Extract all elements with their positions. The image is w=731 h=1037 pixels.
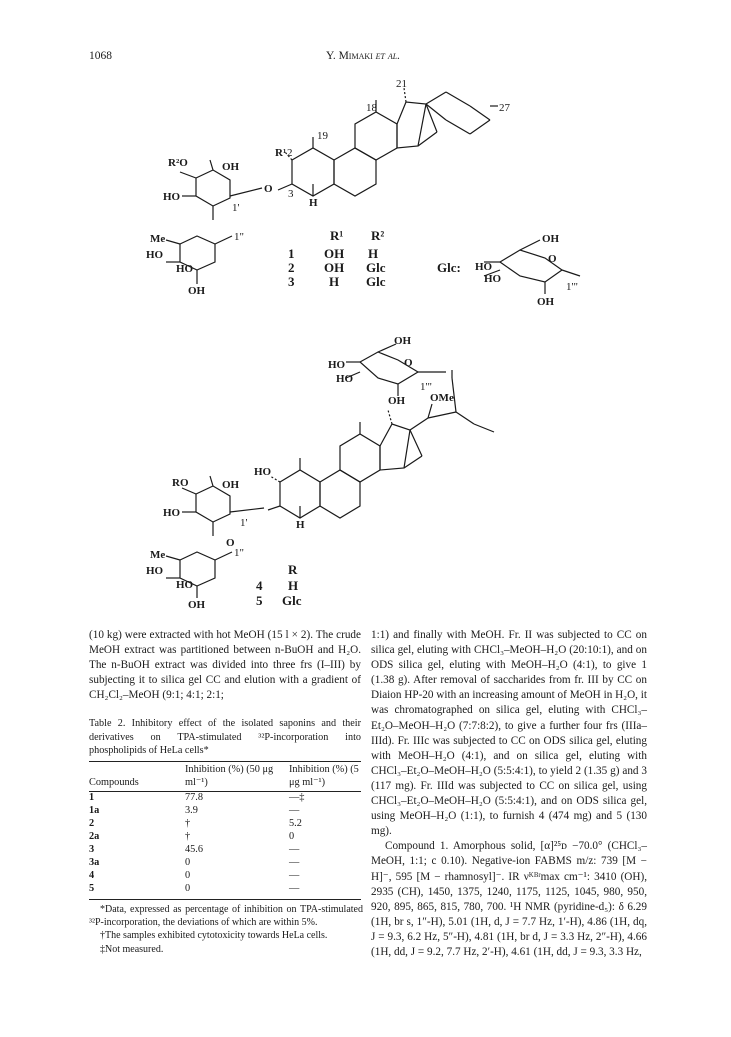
table-cell: 1 [89, 792, 95, 804]
table-cell: 4 [89, 870, 95, 882]
table-cell: 5.2 [289, 818, 302, 830]
table-footnotes [89, 903, 363, 956]
group-label: R [288, 562, 298, 577]
table-cell: † [185, 831, 191, 843]
table-row [89, 805, 361, 818]
atom-label: OH [222, 161, 240, 173]
compound-r1: H [329, 274, 340, 289]
page-number: 1068 [89, 50, 112, 62]
body-paragraph: Compound 1. Amorphous solid, [α]²⁵ᴅ −70.0° (CHCl₃–MeOH, 1:1; c 0.10). Negative-ion FABMS m/z: 739 [M − H]⁻, 595 [M − rhamnosyl]⁻. IR νᴷᴮʳmax cm⁻¹: 3410 (OH), 2935 (CH), 1450, 1375, 1240, 1175, 1125, 1045, 980, 950, 920, 895, 865, 815, 780, 700. ¹H NMR (pyridine-d₅): δ 6.29 (1H, br s, 1″-H), 5.01 (1H, d, J = 7.7 Hz, 1′-H), 4.86 (1H, dq, J = 9.3, 6.2 Hz, 5″-H), 4.81 (1H, br d, J = 3.3 Hz, 2″-H), 4.66 (1H, dd, J = 9.2, 7.7 Hz, 2′-H), 4.61 (1H, dd, J = 9.3, 3.3 Hz, [371, 840, 647, 958]
compound-r1: OH [324, 246, 345, 261]
atom-label: OH [388, 395, 406, 407]
atom-label: 21 [396, 78, 407, 90]
compound-number: 4 [256, 578, 263, 593]
table-cell: † [185, 818, 191, 830]
atom-label: 1" [234, 231, 244, 243]
atom-label: HO [163, 191, 181, 203]
atom-label: OMe [430, 392, 454, 404]
column-header: Inhibition (%) (5 μg ml⁻¹) [289, 764, 359, 788]
table-cell: 0 [185, 870, 191, 882]
compound-r2: Glc [366, 274, 386, 289]
table-cell: 0 [181, 883, 289, 900]
atom-label: O [226, 537, 235, 549]
table-row [89, 831, 361, 844]
steroid-skeleton-bottom [268, 370, 494, 518]
footnote: †The samples exhibited cytotoxicity towards HeLa cells. [100, 930, 328, 942]
atom-label: RO [172, 477, 189, 489]
compound-number: 3 [288, 274, 295, 289]
table-row [89, 870, 361, 883]
atom-label: HO [163, 507, 181, 519]
table-cell: — [289, 805, 300, 817]
table-cell: 45.6 [185, 844, 204, 856]
table-cell: 1a [89, 805, 100, 817]
atom-label: OH [188, 599, 206, 611]
table-cell: 2 [89, 818, 95, 830]
table-cell: 0 [185, 857, 191, 869]
table-cell: — [289, 883, 361, 900]
atom-label: H [309, 197, 318, 209]
table-cell: — [289, 870, 300, 882]
atom-label: OH [394, 335, 412, 347]
compound-number: 1 [288, 246, 295, 261]
table-row [89, 844, 361, 857]
body-column-right [371, 628, 647, 960]
structure-labels-top [146, 78, 578, 308]
atom-label: OH [222, 479, 240, 491]
group-label: R² [371, 228, 385, 243]
group-label: R¹ [275, 147, 287, 159]
atom-label: 18 [366, 102, 377, 114]
atom-label: HO [176, 263, 194, 275]
table-cell: —‡ [289, 792, 305, 804]
table-row [89, 792, 361, 806]
table-caption: Table 2. Inhibitory effect of the isolated saponins and their derivatives on TPA-stimulated ³²P-incorporation into phospholipids of HeLa cells* [89, 718, 361, 757]
compound-r: Glc [282, 593, 302, 608]
footnote: *Data, expressed as percentage of inhibition on TPA-stimulated ³²P-incorporation, the deviations of which are within 5%. [89, 904, 363, 929]
table-cell: — [289, 844, 300, 856]
atom-label: 1'" [420, 381, 432, 393]
atom-label: HO [254, 466, 272, 478]
compound-r1: OH [324, 260, 345, 275]
running-header-et-al: et al. [375, 50, 401, 62]
atom-label: HO [176, 579, 194, 591]
atom-label: OH [537, 296, 555, 308]
atom-label: Me [150, 233, 166, 245]
atom-label: 1" [234, 547, 244, 559]
compound-r2: H [368, 246, 379, 261]
atom-label: HO [336, 373, 354, 385]
atom-label: OH [188, 285, 206, 297]
atom-label: H [296, 519, 305, 531]
atom-label: OH [542, 233, 560, 245]
table-header-row [89, 762, 361, 792]
compound-r: H [288, 578, 299, 593]
table-cell: 0 [289, 831, 295, 843]
inhibition-table [89, 761, 361, 900]
atom-label: 1' [232, 202, 240, 214]
atom-label: O [264, 183, 273, 195]
steroid-skeleton-top [278, 88, 498, 196]
body-paragraph: 1:1) and finally with MeOH. Fr. II was subjected to CC on silica gel, eluting with CHCl₃–MeOH–H₂O (20:10:1), and on ODS silica gel, eluting with MeOH–H₂O (4:1), to give 1 (1.38 g). After removal of saccharides from fr. III by CC on Diaion HP-20 with an increasing amount of MeOH in H₂O, it was chromatographed on silica gel, eluting with CHCl₃–Et₂O–MeOH–H₂O (7:7:8:2), to give a further four frs (IIIa–IIId). Fr. IIIc was subjected to CC on ODS silica gel, eluting with MeOH–H₂O (4:1), and on silica gel, eluting with CHCl₃–Et₂O–MeOH–H₂O (5:5:4:1), to yield 2 (1.35 g) and 3 (117 mg). Fr. IIId was subjected to CC on silica gel, using CHCl₃–Et₂O–MeOH–H₂O (5:5:4:1), and on ODS silica gel, using MeOH–H₂O (1:1), to furnish 4 (474 mg) and 5 (130 mg). [371, 629, 647, 838]
compound-r2: Glc [366, 260, 386, 275]
atom-label: O [548, 253, 557, 265]
atom-label: R²O [168, 157, 188, 169]
footnote: ‡Not measured. [100, 943, 164, 955]
glc-label: Glc: [437, 260, 461, 275]
atom-label: HO [484, 273, 502, 285]
table-cell: 77.8 [185, 792, 204, 804]
table-cell: 2a [89, 831, 100, 843]
table-cell: 3a [89, 857, 100, 869]
atom-label: HO [146, 249, 164, 261]
table-row [89, 818, 361, 831]
atom-label: HO [328, 359, 346, 371]
atom-label: 1'" [566, 281, 578, 293]
atom-label: O [404, 357, 413, 369]
table-cell: 5 [89, 883, 181, 900]
table-cell: 3 [89, 844, 95, 856]
table-row [89, 857, 361, 870]
compound-number: 5 [256, 593, 263, 608]
structure-labels-bottom [146, 335, 454, 611]
table-cell: — [289, 857, 300, 869]
atom-label: Me [150, 549, 166, 561]
column-header: Inhibition (%) (50 μg ml⁻¹) [185, 764, 274, 788]
atom-label: 19 [317, 130, 328, 142]
body-column-left [89, 628, 361, 703]
atom-label: HO [146, 565, 164, 577]
atom-label: HO [475, 261, 493, 273]
group-label: R¹ [330, 228, 344, 243]
body-paragraph: (10 kg) were extracted with hot MeOH (15 l × 2). The crude MeOH extract was partitioned between n-BuOH and H₂O. The n-BuOH extract was divided into three frs (I–III) by subjecting it to silica gel CC and elution with a gradient of CH₂Cl₂–MeOH (9:1; 4:1; 2:1; [89, 629, 361, 702]
table-row [89, 883, 361, 900]
table-cell: 3.9 [185, 805, 198, 817]
atom-label: 2 [287, 147, 293, 159]
atom-label: 27 [499, 102, 510, 114]
atom-label: 3 [288, 188, 294, 200]
column-header: Compounds [89, 776, 139, 788]
atom-label: 1' [240, 517, 248, 529]
compound-number: 2 [288, 260, 295, 275]
running-header-authors: Y. Mimaki [326, 50, 373, 62]
